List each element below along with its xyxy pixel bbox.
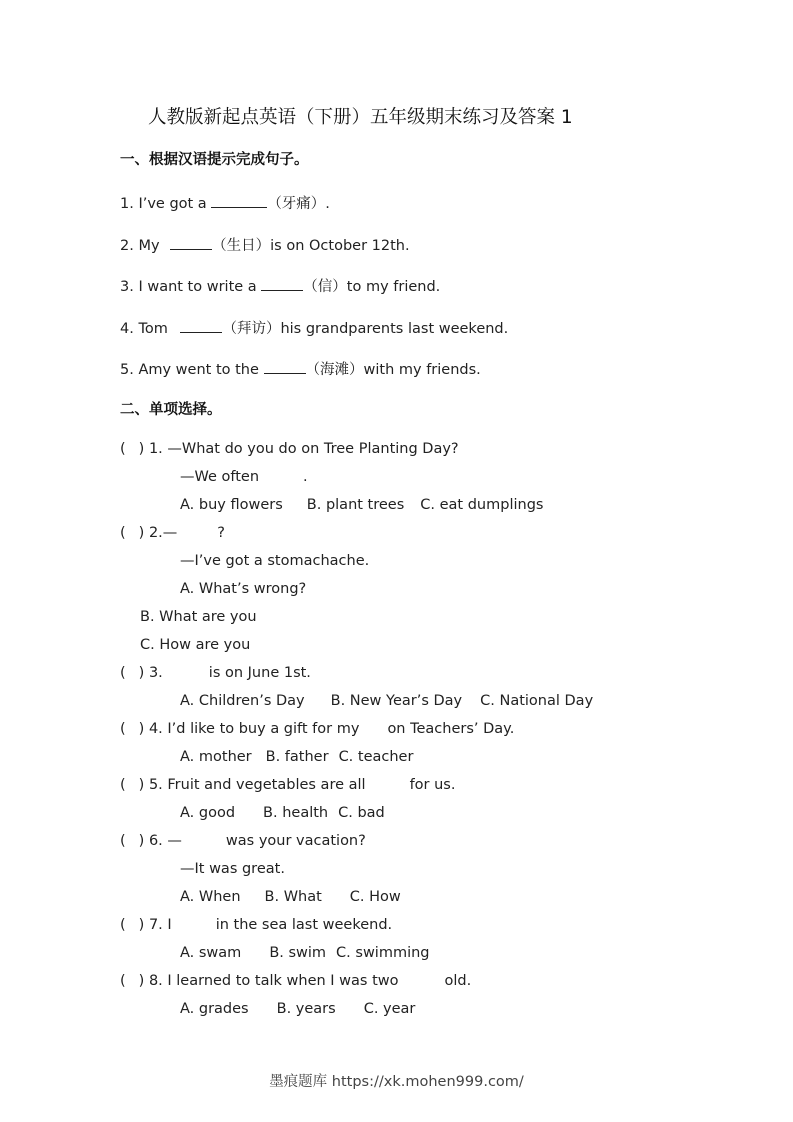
option-a[interactable]: A. Children’s Day — [180, 693, 305, 709]
fill-item-4 — [120, 318, 508, 338]
question-8: ( ) 8. I learned to talk when I was two old. — [120, 973, 472, 989]
fill-item-2-post: （生日）is on October 12th. — [212, 238, 410, 254]
question-2: ( ) 2.— ? — [120, 525, 225, 541]
answer-paren-8[interactable]: ( ) — [120, 973, 145, 989]
answer-paren-2[interactable]: ( ) — [120, 525, 145, 541]
question-7-options — [180, 944, 430, 962]
question-2-reply: —I’ve got a stomachache. — [180, 553, 370, 569]
fill-item-3 — [120, 276, 440, 296]
question-4-options — [180, 748, 413, 766]
option-c[interactable]: C. eat dumplings — [420, 497, 544, 513]
question-1-stem: 1. —What do you do on Tree Planting Day? — [148, 441, 459, 457]
option-b[interactable]: B. health — [263, 805, 329, 821]
fill-item-2-pre: 2. My — [120, 238, 160, 254]
fill-item-1-post: （牙痛）. — [267, 196, 330, 212]
option-b[interactable]: B. father — [265, 749, 329, 765]
option-b[interactable]: B. What are you — [140, 609, 257, 625]
option-c[interactable]: C. teacher — [338, 749, 414, 765]
question-1-options — [180, 496, 543, 514]
question-8-options — [180, 1000, 415, 1018]
option-a[interactable]: A. When — [180, 889, 241, 905]
answer-blank-5[interactable] — [264, 359, 306, 374]
option-c[interactable]: C. How are you — [140, 637, 251, 653]
fill-item-5-pre: 5. Amy went to the — [120, 362, 259, 378]
fill-item-1-pre: 1. I’ve got a — [120, 196, 207, 212]
option-a[interactable]: A. buy flowers — [180, 497, 283, 513]
question-1-reply: —We often . — [180, 469, 308, 485]
question-4: ( ) 4. I’d like to buy a gift for my on Teachers’ Day. — [120, 721, 515, 737]
option-b[interactable]: B. What — [264, 889, 322, 905]
footer-watermark: 墨痕题库 https://xk.mohen999.com/ — [269, 1074, 524, 1090]
answer-paren-3[interactable]: ( ) — [120, 665, 145, 681]
question-6-reply: —It was great. — [180, 861, 285, 877]
fill-item-1 — [120, 193, 330, 213]
fill-item-5 — [120, 359, 481, 379]
option-b[interactable]: B. New Year’s Day — [330, 693, 463, 709]
page-title: 人教版新起点英语（下册）五年级期末练习及答案 1 — [148, 107, 573, 128]
option-a[interactable]: A. What’s wrong? — [180, 581, 307, 597]
fill-item-3-post: （信）to my friend. — [303, 279, 441, 295]
answer-paren-7[interactable]: ( ) — [120, 917, 145, 933]
option-a[interactable]: A. mother — [180, 749, 252, 765]
question-3-options — [180, 692, 593, 710]
answer-blank-2[interactable] — [170, 235, 212, 250]
answer-blank-1[interactable] — [211, 193, 267, 208]
answer-paren-5[interactable]: ( ) — [120, 777, 145, 793]
option-a[interactable]: A. grades — [180, 1001, 249, 1017]
section1-heading: 一、根据汉语提示完成句子。 — [120, 152, 309, 168]
option-a[interactable]: A. good — [180, 805, 236, 821]
fill-item-5-post: （海滩）with my friends. — [305, 362, 481, 378]
option-c[interactable]: C. How — [349, 889, 401, 905]
option-c[interactable]: C. year — [363, 1001, 416, 1017]
option-b[interactable]: B. plant trees — [306, 497, 405, 513]
question-5-options — [180, 804, 385, 822]
option-c[interactable]: C. bad — [338, 805, 385, 821]
question-6: ( ) 6. — was your vacation? — [120, 833, 366, 849]
question-5: ( ) 5. Fruit and vegetables are all for us. — [120, 777, 456, 793]
answer-paren-6[interactable]: ( ) — [120, 833, 145, 849]
option-c[interactable]: C. National Day — [480, 693, 594, 709]
fill-item-3-pre: 3. I want to write a — [120, 279, 257, 295]
question-7: ( ) 7. I in the sea last weekend. — [120, 917, 393, 933]
answer-blank-3[interactable] — [261, 276, 303, 291]
answer-paren-4[interactable]: ( ) — [120, 721, 145, 737]
section2-heading: 二、单项选择。 — [120, 402, 222, 418]
fill-item-4-pre: 4. Tom — [120, 321, 168, 337]
option-b[interactable]: B. years — [276, 1001, 336, 1017]
question-6-options — [180, 888, 401, 906]
fill-item-2 — [120, 235, 410, 255]
question-3: ( ) 3. is on June 1st. — [120, 665, 311, 681]
option-b[interactable]: B. swim — [269, 945, 327, 961]
fill-item-4-post: （拜访）his grandparents last weekend. — [222, 321, 509, 337]
question-1 — [120, 440, 459, 458]
option-a[interactable]: A. swam — [180, 945, 242, 961]
answer-paren-1[interactable]: ( ) — [120, 441, 145, 457]
answer-blank-4[interactable] — [180, 318, 222, 333]
option-c[interactable]: C. swimming — [336, 945, 430, 961]
